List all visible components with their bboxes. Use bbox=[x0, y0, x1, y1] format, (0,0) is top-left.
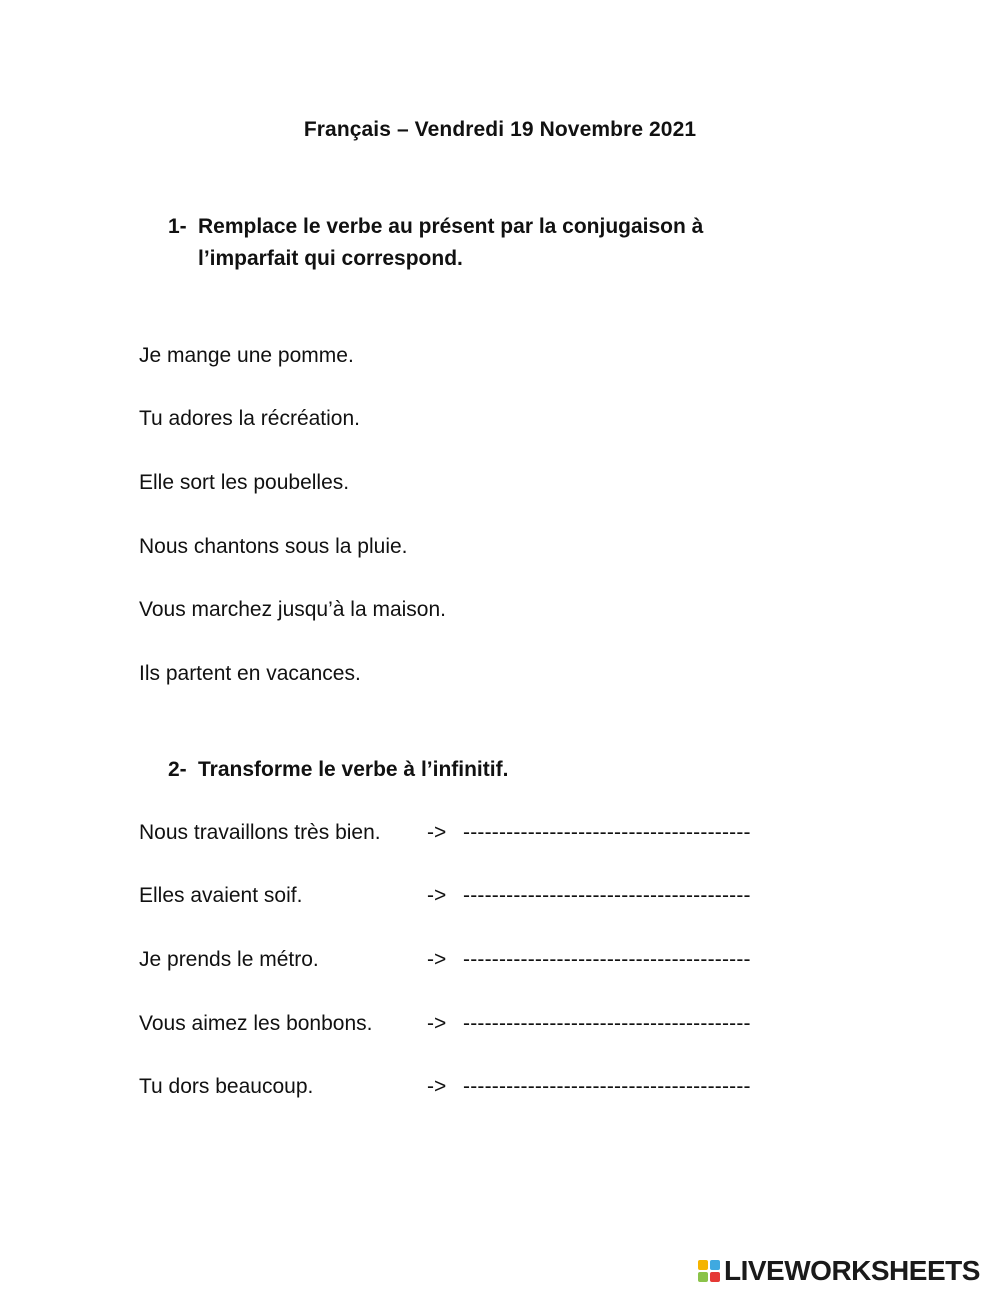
exercise-2-phrase: Tu dors beaucoup. bbox=[139, 1075, 314, 1098]
page-title: Français – Vendredi 19 Novembre 2021 bbox=[303, 118, 697, 141]
exercise-2-phrase: Je prends le métro. bbox=[139, 948, 319, 971]
exercise-1-heading bbox=[168, 211, 788, 275]
arrow-icon: -> bbox=[427, 1012, 447, 1035]
exercise-1-sentence: Je mange une pomme. bbox=[139, 344, 354, 367]
answer-blank[interactable]: ---------------------------------------- bbox=[463, 948, 751, 971]
exercise-1-number: 1- bbox=[168, 215, 187, 238]
arrow-icon: -> bbox=[427, 948, 447, 971]
exercise-1-instruction: Remplace le verbe au présent par la conjugaison à l’imparfait qui correspond. bbox=[198, 215, 704, 270]
exercise-2-row bbox=[139, 1073, 799, 1101]
exercise-2-heading bbox=[168, 754, 788, 786]
arrow-icon: -> bbox=[427, 1075, 447, 1098]
liveworksheets-logo-icon bbox=[698, 1260, 720, 1282]
logo-square bbox=[710, 1272, 720, 1282]
exercise-2-row bbox=[139, 819, 799, 847]
exercise-1-sentence: Elle sort les poubelles. bbox=[139, 471, 350, 494]
liveworksheets-logo bbox=[698, 1254, 980, 1288]
answer-blank[interactable]: ---------------------------------------- bbox=[463, 1075, 751, 1098]
exercise-1-sentence: Tu adores la récréation. bbox=[139, 407, 361, 430]
exercise-1-sentence: Ils partent en vacances. bbox=[139, 662, 361, 685]
logo-square bbox=[698, 1260, 708, 1270]
logo-square bbox=[698, 1272, 708, 1282]
liveworksheets-logo-text: LIVEWORKSHEETS bbox=[724, 1255, 980, 1286]
answer-blank[interactable]: ---------------------------------------- bbox=[463, 1012, 751, 1035]
exercise-2-number: 2- bbox=[168, 758, 187, 781]
exercise-1-sentence: Vous marchez jusqu’à la maison. bbox=[139, 598, 446, 621]
logo-square bbox=[710, 1260, 720, 1270]
answer-blank[interactable]: ---------------------------------------- bbox=[463, 884, 751, 907]
exercise-2-phrase: Nous travaillons très bien. bbox=[139, 821, 381, 844]
arrow-icon: -> bbox=[427, 884, 447, 907]
answer-blank[interactable]: ---------------------------------------- bbox=[463, 821, 751, 844]
exercise-2-row bbox=[139, 882, 799, 910]
exercise-1-sentence: Nous chantons sous la pluie. bbox=[139, 535, 408, 558]
exercise-2-row bbox=[139, 946, 799, 974]
exercise-2-instruction: Transforme le verbe à l’infinitif. bbox=[198, 758, 509, 781]
arrow-icon: -> bbox=[427, 821, 447, 844]
exercise-2-phrase: Elles avaient soif. bbox=[139, 884, 303, 907]
exercise-2-phrase: Vous aimez les bonbons. bbox=[139, 1012, 373, 1035]
exercise-2-row bbox=[139, 1010, 799, 1038]
